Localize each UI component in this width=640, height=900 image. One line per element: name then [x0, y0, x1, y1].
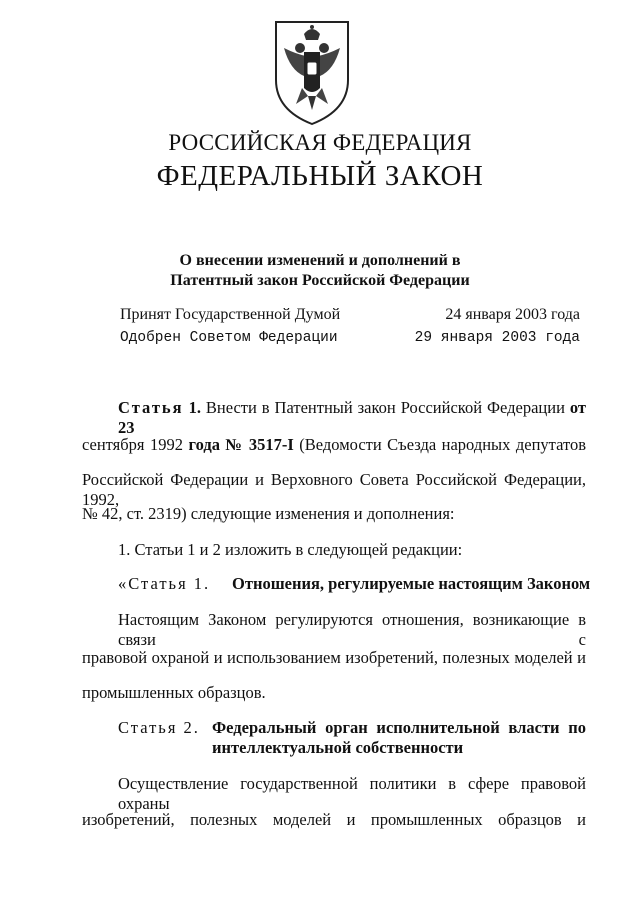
- document-title-line-2: Патентный закон Российской Федерации: [170, 272, 470, 289]
- article1-item-1: 1. Статьи 1 и 2 изложить в следующей редакции:: [118, 540, 463, 559]
- article1-line-4: № 42, ст. 2319) следующие изменения и дополнения:: [82, 504, 455, 523]
- article1-line-2: [82, 435, 586, 455]
- article1-text-2a: сентября 1992: [82, 435, 183, 454]
- country-name: РОССИЙСКАЯ ФЕДЕРАЦИЯ: [168, 130, 472, 155]
- quoted-article2-line-2: изобретений, полезных моделей и промышленных образцов и: [82, 810, 586, 829]
- article1-label: Статья: [118, 398, 184, 417]
- quoted-article1-title: Отношения, регулируемые настоящим Законом: [232, 574, 591, 593]
- quoted-article2-title-line-1: Федеральный орган исполнительной власти по: [212, 718, 586, 737]
- russian-coat-of-arms-icon: [270, 18, 354, 128]
- article1-line-1: [118, 398, 586, 438]
- council-label: Одобрен Советом Федерации: [120, 330, 338, 346]
- council-date: 29 января 2003 года: [414, 330, 580, 346]
- article1-text-2b: года № 3517-I: [188, 435, 294, 454]
- quoted-article1-line-3: промышленных образцов.: [82, 683, 266, 702]
- quoted-article1-label: «Статья 1.: [118, 574, 211, 593]
- article1-text-1a: Внести в Патентный закон Российской Федерации: [205, 398, 565, 417]
- adoption-council-row: [120, 330, 580, 346]
- article1-text-2c: (Ведомости Съезда народных депутатов: [299, 435, 587, 454]
- quoted-article2-line-1: Осуществление государственной политики в сфере правовой охраны: [118, 774, 586, 813]
- law-type-heading: ФЕДЕРАЛЬНЫЙ ЗАКОН: [156, 160, 484, 192]
- article1-line-3: Российской Федерации и Верховного Совета Российской Федерации, 1992,: [82, 470, 586, 509]
- document-title: [0, 251, 640, 291]
- duma-date: 24 января 2003 года: [445, 306, 580, 323]
- document-title-line-1: О внесении изменений и дополнений в: [179, 252, 461, 269]
- quoted-article2-label: Статья 2.: [118, 718, 200, 737]
- quoted-article2-title-line-2: интеллектуальной собственности: [212, 738, 464, 757]
- article1-number: 1.: [188, 398, 201, 417]
- quoted-article1-line-1: Настоящим Законом регулируются отношения, возникающие в связи с: [118, 610, 586, 649]
- article1-text-1b: от 23: [118, 398, 587, 437]
- duma-label: Принят Государственной Думой: [120, 306, 341, 323]
- adoption-duma-row: [120, 306, 580, 324]
- quoted-article1-line-2: правовой охраной и использованием изобретений, полезных моделей и: [82, 648, 586, 667]
